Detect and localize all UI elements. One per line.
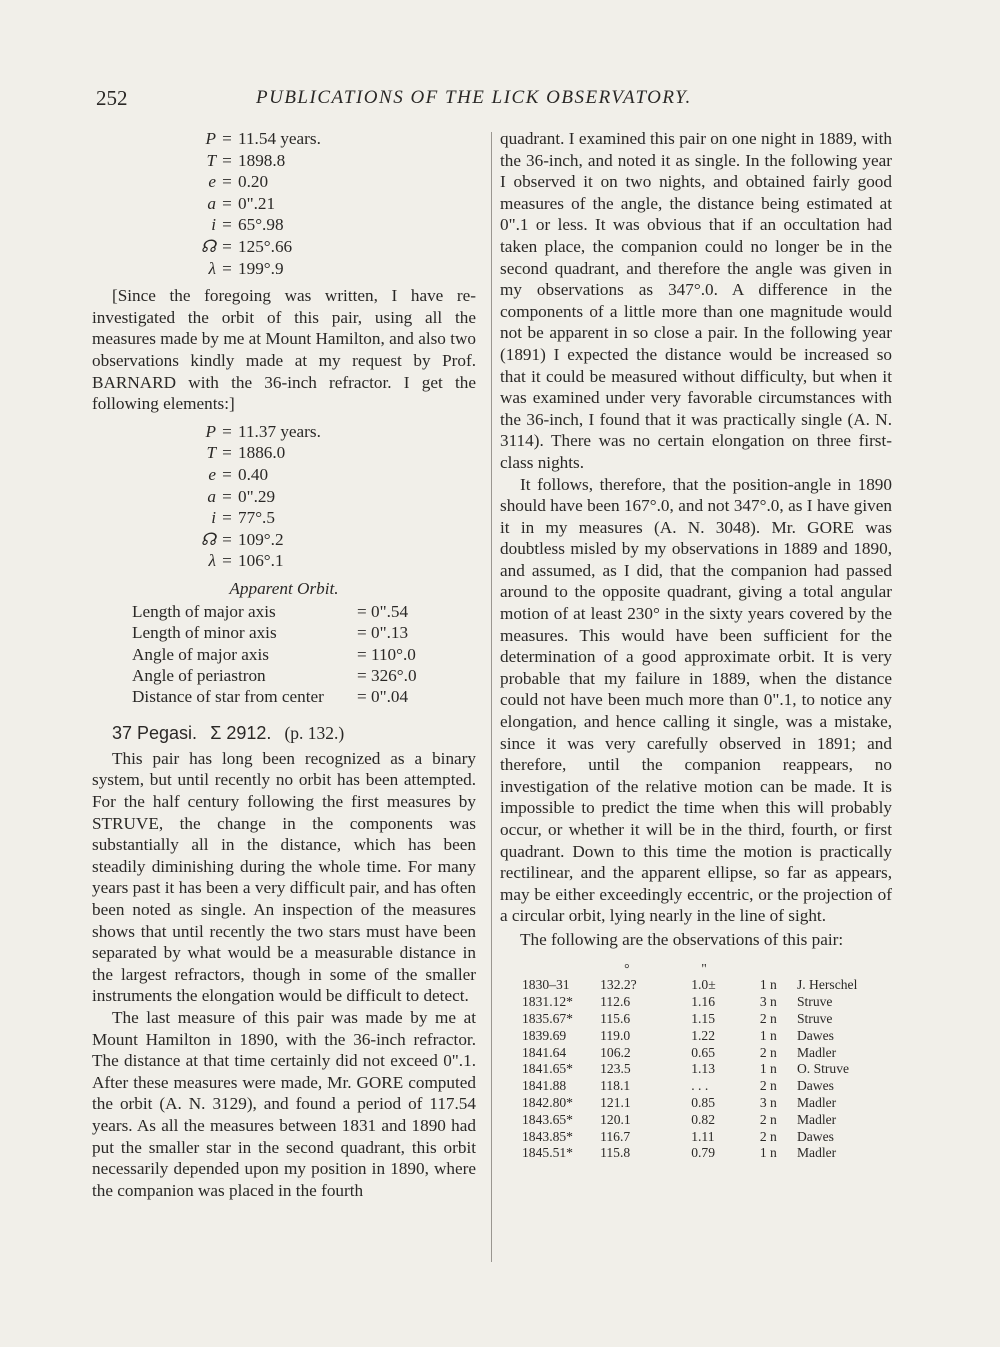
binary-paragraph: This pair has long been recognized as a binary system, but until recently no orbit has been attempted. For the half century following the first measures by STRUVE, the change in the components was substantially all in the distance, which has been steadily diminishing during the whole time. For many years past it has been a very difficult pair, and has often been noted as single. An inspection of the measures shows that until recently the two stars must have been separated by what would be a measurable distance in the largest refractors, though in some of the smaller instruments the elongation would be difficult to detect. (92, 748, 476, 1006)
element-row: ☊ = 125°.66 (200, 236, 293, 256)
orbit-row: Length of minor axis = 0".13 (132, 623, 409, 643)
orbit-row: Distance of star from center = 0".04 (132, 687, 409, 707)
orbital-elements-second (192, 421, 476, 572)
table-row: 1845.51* 115.8 0.79 1 n Madler (522, 1145, 837, 1161)
element-row: λ = 106°.1 (208, 551, 284, 571)
orbit-row: Angle of major axis = 110°.0 (132, 644, 416, 664)
element-row: e = 0.40 (208, 464, 269, 484)
table-row: 1841.64 106.2 0.65 2 n Madler (522, 1044, 837, 1060)
element-row: P = 11.37 years. (205, 421, 321, 441)
page-header (96, 86, 896, 116)
orbit-row: Length of major axis = 0".54 (132, 601, 409, 621)
page-number: 252 (96, 86, 128, 110)
apparent-orbit-table (92, 602, 476, 709)
star-name: 37 Pegasi. (112, 722, 198, 743)
element-row: T = 1898.8 (206, 150, 286, 170)
catalog-number: Σ 2912. (210, 722, 272, 743)
table-row: 1839.69 119.0 1.22 1 n Dawes (522, 1027, 834, 1043)
table-row: 1843.65* 120.1 0.82 2 n Madler (522, 1111, 837, 1127)
last-measure-paragraph: The last measure of this pair was made by me at Mount Hamilton in 1890, with the 36-inch refractor. The distance at that time certainly did not exceed 0".1. After these measures were made, Mr. GORE computed the orbit (A. N. 3129), and found a period of 117.54 years. As all the measures between 1831 and 1890 had put the smaller star in the second quadrant, this orbit necessarily depended upon my position in 1890, where the companion was placed in the fourth (92, 1007, 476, 1200)
table-row: 1843.85* 116.7 1.11 2 n Dawes (522, 1128, 834, 1144)
element-row: ☊ = 109°.2 (200, 529, 284, 549)
reinvestigation-paragraph: [Since the foregoing was written, I have re-investigated the orbit of this pair, using all the measures made by me at Mount Hamilton, and also two observations kindly made at my request by Prof. BARNARD with the 36-inch refractor. I get the following elements:] (92, 286, 476, 414)
table-row: 1831.12* 112.6 1.16 3 n Struve (522, 994, 833, 1010)
orbit-row: Angle of periastron = 326°.0 (132, 666, 417, 686)
observations-intro: The following are the observations of this pair: (520, 929, 844, 949)
left-column (92, 128, 476, 1201)
element-row: a = 0".21 (207, 193, 276, 213)
table-row: 1842.80* 121.1 0.85 3 n Madler (522, 1094, 837, 1110)
quadrant-paragraph: quadrant. I examined this pair on one night in 1889, with the 36-inch, and noted it as single. In the following year I observed it on two nights, and obtained fairly good measures of the angle, the distance being estimated at 0".1 or less. It was obvious that if an occultation had taken place, the companion could no longer be in the second quadrant, and therefore the angle was given in my observations as 347°.0. A difference in the components of a little more than one magnitude would not be apparent in so close a pair. In the following year (1891) I expected the distance would be increased so that it could be measured without difficulty, but when it was examined under very favorable circumstances with the 36-inch, I found that it was practically single (A. N. 3114). There was no certain elongation on three first-class nights. (500, 129, 892, 472)
follows-paragraph: It follows, therefore, that the position-angle in 1890 should have been 167°.0, and not 347°.0, as I have given it in my measures (A. N. 3048). Mr. GORE was doubtless misled by my observations in 1889 and 1890, and assumed, as I did, that the companion had passed around to the opposite quadrant, giving a total angular motion of at least 230° in the sixty years covered by the measures. This would have been sufficient for the determination of a good approximate orbit. It is very probable that my failure in 1889, when the distance could not have been much more than 0".1, to notice any elongation, and hence calling it single, was a mistake, since it was very carefully observed in 1891; and therefore, until the companion reappears, no investigation of the relative motion can be made. It is impossible to predict the time when this will probably occur, or whether it will be in the third, fourth, or first quadrant. Down to this time the motion is practically rectilinear, and the apparent ellipse, so far as appears, may be either exceedingly eccentric, or the projection of a circular orbit, lying nearly in the line of sight. (500, 474, 892, 926)
table-row: 1835.67* 115.6 1.15 2 n Struve (522, 1010, 833, 1026)
apparent-orbit-title: Apparent Orbit. (229, 578, 339, 598)
table-row: 1841.65* 123.5 1.13 1 n O. Struve (522, 1061, 850, 1077)
element-row: e = 0.20 (208, 172, 269, 192)
table-unit-row: ° " (624, 960, 707, 976)
column-divider (491, 132, 492, 1262)
element-row: i = 65°.98 (211, 215, 284, 235)
running-title: PUBLICATIONS OF THE LICK OBSERVATORY. (256, 87, 692, 108)
section-heading (112, 723, 476, 744)
element-row: T = 1886.0 (206, 443, 286, 463)
element-row: i = 77°.5 (211, 508, 275, 528)
table-row: 1841.88 118.1 . . . 2 n Dawes (522, 1078, 834, 1094)
table-row: 1830–31 132.2? 1.0± 1 n J. Herschel (522, 977, 858, 993)
element-row: λ = 199°.9 (208, 258, 284, 278)
page-reference: (p. 132.) (284, 722, 345, 743)
right-column (500, 128, 892, 1162)
orbital-elements-first (192, 128, 476, 279)
observations-table (522, 961, 892, 1163)
element-row: a = 0".29 (207, 486, 276, 506)
element-row: P = 11.54 years. (205, 129, 321, 148)
